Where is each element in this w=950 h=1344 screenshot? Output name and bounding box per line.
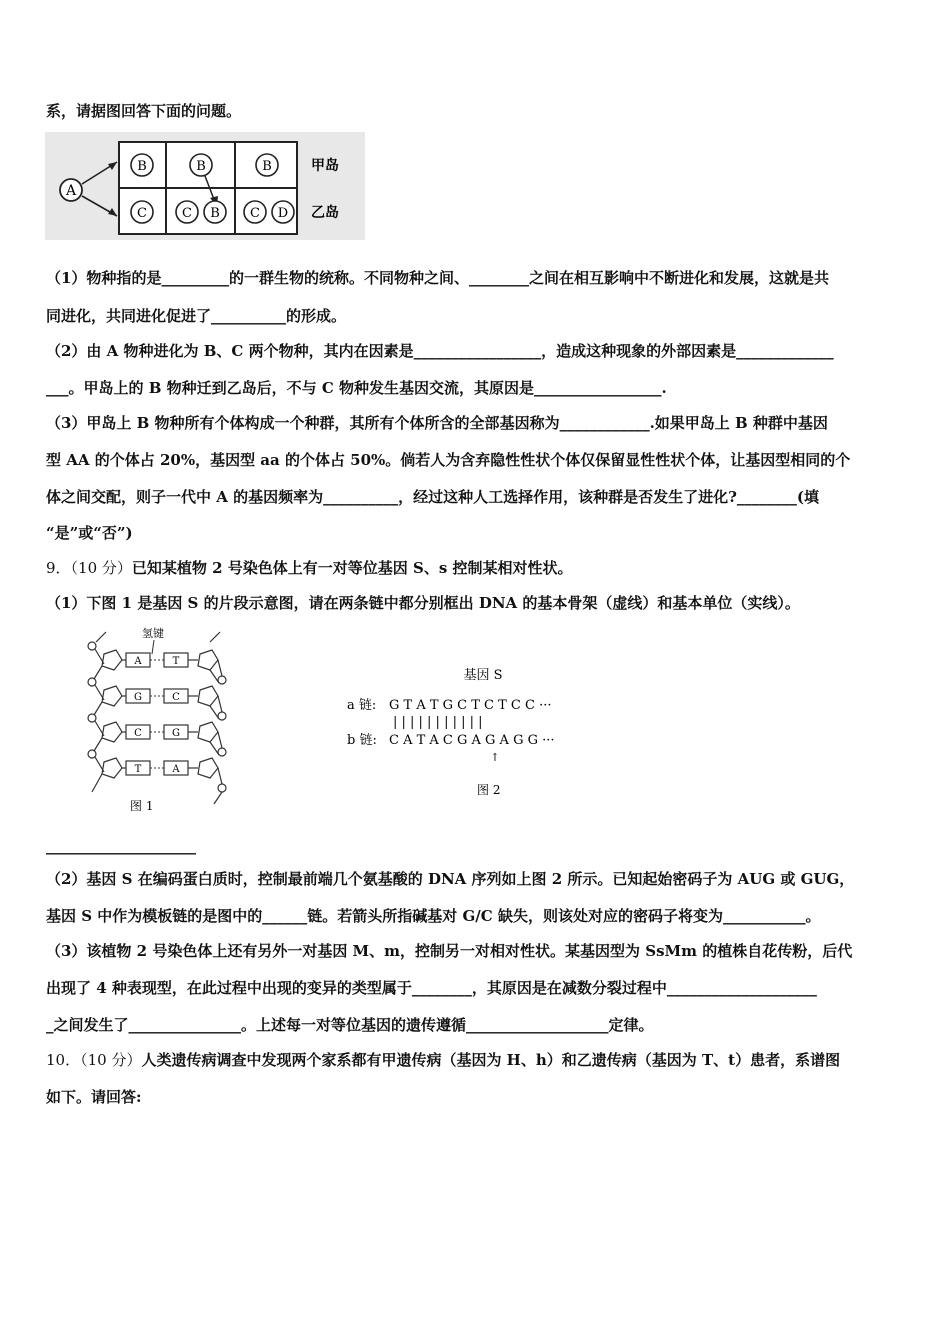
q9-part3-line3: _之间发生了_______________。上述每一对等位基因的遗传遵循___________________定律。 — [46, 1016, 654, 1034]
q8-part1-line2: 同进化，共同进化促进了__________的形成。 — [46, 307, 347, 325]
left-phosphate-4 — [88, 750, 96, 758]
base-3-left: C — [134, 728, 142, 739]
base-1-right: T — [172, 656, 180, 667]
figure-2-caption: 图 2 — [477, 783, 501, 797]
lower-species-2a: C — [182, 206, 192, 221]
base-pair-bonds: | | | | | | | | | | | — [393, 715, 483, 730]
base-3-right: G — [172, 728, 180, 739]
q8-part2-line2: ___。甲岛上的 B 物种迁到乙岛后，不与 C 物种发生基因交流，其原因是_________________. — [46, 379, 667, 397]
base-1-left: A — [134, 656, 142, 667]
gene-sequence-figure — [345, 664, 585, 804]
q8-part3-line3: 体之间交配，则子一代中 A 的基因频率为__________，经过这种人工选择作用，该种群是否发生了进化?________(填 — [46, 488, 819, 506]
q8-part3-line1: （3）甲岛上 B 物种所有个体构成一个种群，其所有个体所含的全部基因称为____________.如果甲岛上 B 种群中基因 — [46, 414, 828, 432]
q9-answer-blank: ____________________ — [46, 837, 196, 855]
gene-s-title: 基因 S — [463, 668, 503, 683]
hydrogen-bond-label: 氢键 — [142, 627, 164, 640]
lower-species-1: C — [137, 206, 147, 221]
strand-b-label: b 链: — [347, 733, 377, 748]
base-4-left: T — [134, 764, 142, 775]
upper-species-1: B — [137, 159, 147, 174]
left-phosphate-2 — [88, 678, 96, 686]
strand-a-sequence: G T A T G C T C T C C ··· — [389, 698, 552, 713]
base-2-left: G — [134, 692, 142, 703]
q9-part2-line1: （2）基因 S 在编码蛋白质时，控制最前端几个氨基酸的 DNA 序列如上图 2 所示。已知起始密码子为 AUG 或 GUG， — [46, 870, 855, 888]
base-2-right: C — [172, 692, 180, 703]
left-sugar-2 — [102, 686, 122, 706]
left-phosphate-3 — [88, 714, 96, 722]
right-phosphate-4 — [218, 784, 226, 792]
q8-part3-line4: “是”或“否”) — [46, 524, 133, 542]
upper-species-3: B — [262, 159, 272, 174]
island-figure — [45, 132, 365, 240]
q9-part3-line1: （3）该植物 2 号染色体上还有另外一对基因 M、m，控制另一对相对性状。某基因型为 SsMm 的植株自花传粉，后代 — [46, 942, 853, 960]
lower-species-2b: B — [210, 206, 220, 221]
mutation-arrow-icon: ↑ — [490, 751, 500, 764]
q9-stem-text: 已知某植物 2 号染色体上有一对等位基因 S、s 控制某相对性状。 — [131, 559, 573, 577]
right-sugar-3 — [198, 722, 218, 742]
q10-line1 — [46, 1050, 840, 1070]
dna-fragment-figure — [82, 624, 232, 814]
right-sugar-4 — [198, 758, 218, 778]
left-sugar-4 — [102, 758, 122, 778]
upper-species-2: B — [196, 159, 206, 174]
right-sugar-2 — [198, 686, 218, 706]
species-a-label: A — [65, 183, 77, 199]
q9-part3-line2: 出现了 4 种表现型，在此过程中出现的变异的类型属于________，其原因是在减数分裂过程中____________________ — [46, 979, 817, 997]
q10-line2: 如下。请回答: — [46, 1088, 142, 1106]
strand-b-sequence: C A T A C G A G A G G ··· — [389, 733, 555, 748]
q8-part2-line1: （2）由 A 物种进化为 B、C 两个物种，其内在因素是_________________，造成这种现象的外部因素是_____________ — [46, 342, 834, 360]
left-phosphate-1 — [88, 642, 96, 650]
lower-species-3b: D — [277, 206, 289, 221]
q9-stem — [46, 558, 573, 578]
base-4-right: A — [172, 764, 180, 775]
strand-a-label: a 链: — [347, 698, 377, 713]
intro-line: 系，请据图回答下面的问题。 — [46, 102, 242, 120]
q10-text: 人类遗传病调查中发现两个家系都有甲遗传病（基因为 H、h）和乙遗传病（基因为 T、t）患者，系谱图 — [141, 1051, 841, 1069]
island-yi-label: 乙岛 — [311, 205, 339, 221]
lower-species-3a: C — [250, 206, 260, 221]
q9-part1: （1）下图 1 是基因 S 的片段示意图，请在两条链中都分别框出 DNA 的基本骨架（虚线）和基本单位（实线）。 — [46, 594, 800, 612]
q8-part3-line2: 型 AA 的个体占 20%，基因型 aa 的个体占 50%。倘若人为含弃隐性性状个体仅保留显性性状个体，让基因型相同的个 — [46, 451, 851, 469]
island-jia-label: 甲岛 — [311, 158, 339, 174]
figure-1-caption: 图 1 — [130, 799, 154, 813]
left-sugar-3 — [102, 722, 122, 742]
right-sugar-1 — [198, 650, 218, 670]
q10-number: 10．（10 分） — [46, 1051, 142, 1069]
q8-part1-line1: （1）物种指的是_________的一群生物的统称。不同物种之间、________之间在相互影响中不断进化和发展，这就是共 — [46, 269, 829, 287]
q9-number: 9．（10 分） — [46, 559, 132, 577]
left-sugar-1 — [102, 650, 122, 670]
q9-part2-line2: 基因 S 中作为模板链的是图中的______链。若箭头所指碱基对 G/C 缺失，则该处对应的密码子将变为___________。 — [46, 907, 821, 925]
